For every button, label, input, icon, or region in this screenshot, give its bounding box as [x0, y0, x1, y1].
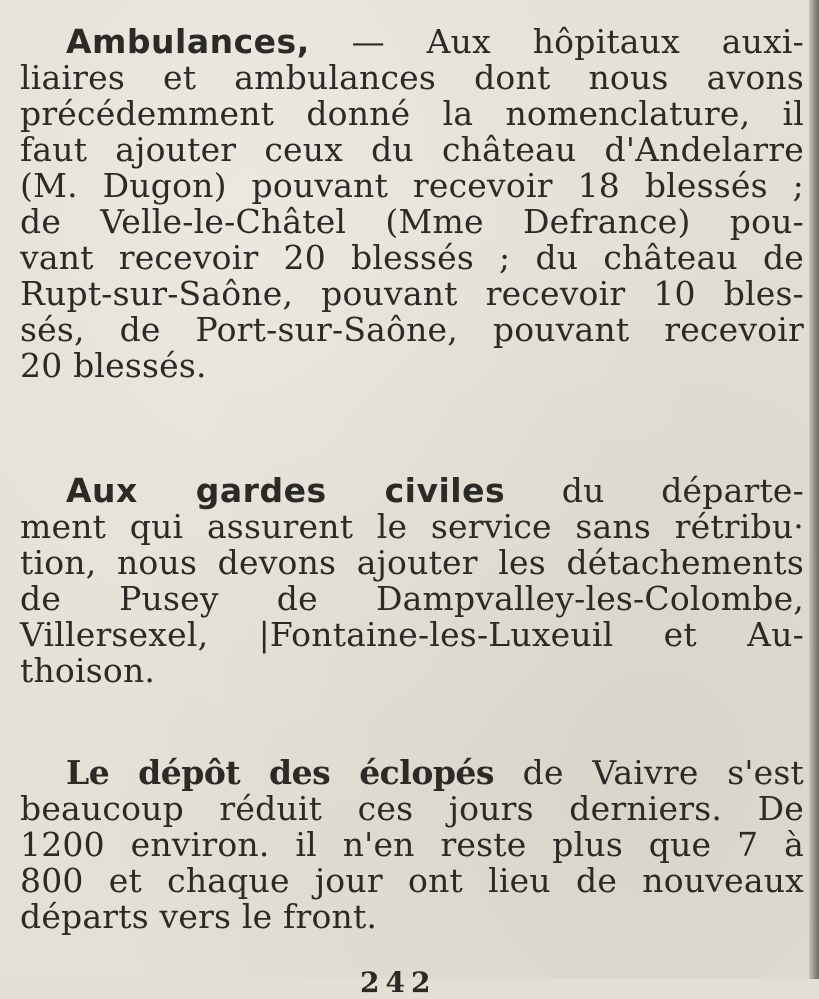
- text-line: 1200 environ. il n'en reste plus que 7 à: [20, 825, 804, 864]
- text-line: Villersexel, |Fontaine-les-Luxeuil et Au-: [20, 615, 804, 654]
- text-line: sés, de Port-sur-Saône, pouvant recevoir: [20, 310, 804, 349]
- text-line: précédemment donné la nomenclature, il: [20, 94, 804, 133]
- text-line: Rupt-sur-Saône, pouvant recevoir 10 bles-: [20, 274, 804, 313]
- text-line: départs vers le front.: [20, 897, 378, 936]
- text-line: (M. Dugon) pouvant recevoir 18 blessés ;: [20, 166, 804, 205]
- text-line: liaires et ambulances dont nous avons: [20, 58, 804, 97]
- text-line: tion, nous devons ajouter les détachements: [20, 543, 804, 582]
- text-line: 800 et chaque jour ont lieu de nouveaux: [20, 861, 804, 900]
- paragraph-heading: Le dépôt des éclopés: [66, 753, 494, 792]
- text-line: faut ajouter ceux du château d'Andelarre: [20, 130, 804, 169]
- text-line: 20 blessés.: [20, 346, 207, 385]
- text-line: de Pusey de Dampvalley-les-Colombe,: [20, 579, 804, 618]
- text-line: Le dépôt des éclopés de Vaivre s'est: [66, 753, 804, 792]
- text-line: de Velle-le-Châtel (Mme Defrance) pou-: [20, 202, 804, 241]
- paragraph-heading: Ambulances,: [66, 22, 310, 61]
- paragraph-heading: Aux gardes civiles: [66, 471, 506, 510]
- paragraph-gardes-civiles: [20, 473, 804, 689]
- text-line: Ambulances, — Aux hôpitaux auxi-: [66, 22, 804, 61]
- text-line: vant recevoir 20 blessés ; du château de: [20, 238, 804, 277]
- paragraph-ambulances: [20, 24, 804, 384]
- paragraph-depot-eclopes: [20, 755, 804, 935]
- page-edge-shadow: [809, 0, 819, 979]
- text-line: beaucoup réduit ces jours derniers. De: [20, 789, 804, 828]
- text-line: ment qui assurent le service sans rétribu·: [20, 507, 804, 546]
- cut-off-text: 242: [360, 966, 437, 999]
- text-line: thoison.: [20, 651, 156, 690]
- text-line: Aux gardes civiles du départe-: [66, 471, 804, 510]
